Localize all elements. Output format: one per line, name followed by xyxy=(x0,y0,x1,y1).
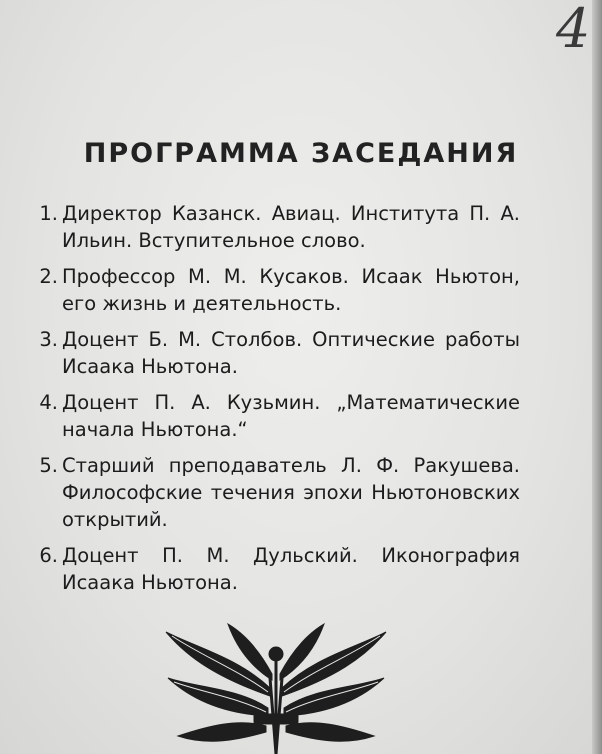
program-item-6 xyxy=(20,542,520,596)
item-number: 4. xyxy=(39,391,58,414)
item-text: Директор Казанск. Авиац. Института П. А. Ильин. Вступительное слово. xyxy=(62,202,520,252)
item-text: Старший преподаватель Л. Ф. Ракушева. Философские течения эпохи Ньютоновских открытий. xyxy=(62,454,520,531)
item-text: Доцент Б. М. Столбов. Оптические работы Исаака Ньютона. xyxy=(62,328,520,378)
item-number: 2. xyxy=(39,265,58,288)
program-list xyxy=(20,200,520,605)
item-number: 1. xyxy=(39,202,58,225)
floral-ornament-icon xyxy=(158,618,394,754)
program-item-4 xyxy=(20,389,520,443)
program-item-5 xyxy=(20,452,520,533)
page-edge-shadow xyxy=(592,0,602,754)
program-item-2 xyxy=(20,263,520,317)
handwritten-page-number: 4 xyxy=(556,0,591,60)
program-item-3 xyxy=(20,326,520,380)
item-number: 3. xyxy=(39,328,58,351)
program-item-1 xyxy=(20,200,520,254)
item-number: 5. xyxy=(39,454,58,477)
item-text: Доцент П. М. Дульский. Иконография Исаака Ньютона. xyxy=(62,544,520,594)
item-text: Профессор М. М. Кусаков. Исаак Ньютон, его жизнь и деятельность. xyxy=(62,265,520,315)
item-text: Доцент П. А. Кузьмин. „Математические начала Ньютона.“ xyxy=(62,391,520,441)
item-number: 6. xyxy=(39,544,58,567)
page-title: ПРОГРАММА ЗАСЕДАНИЯ xyxy=(83,138,519,169)
